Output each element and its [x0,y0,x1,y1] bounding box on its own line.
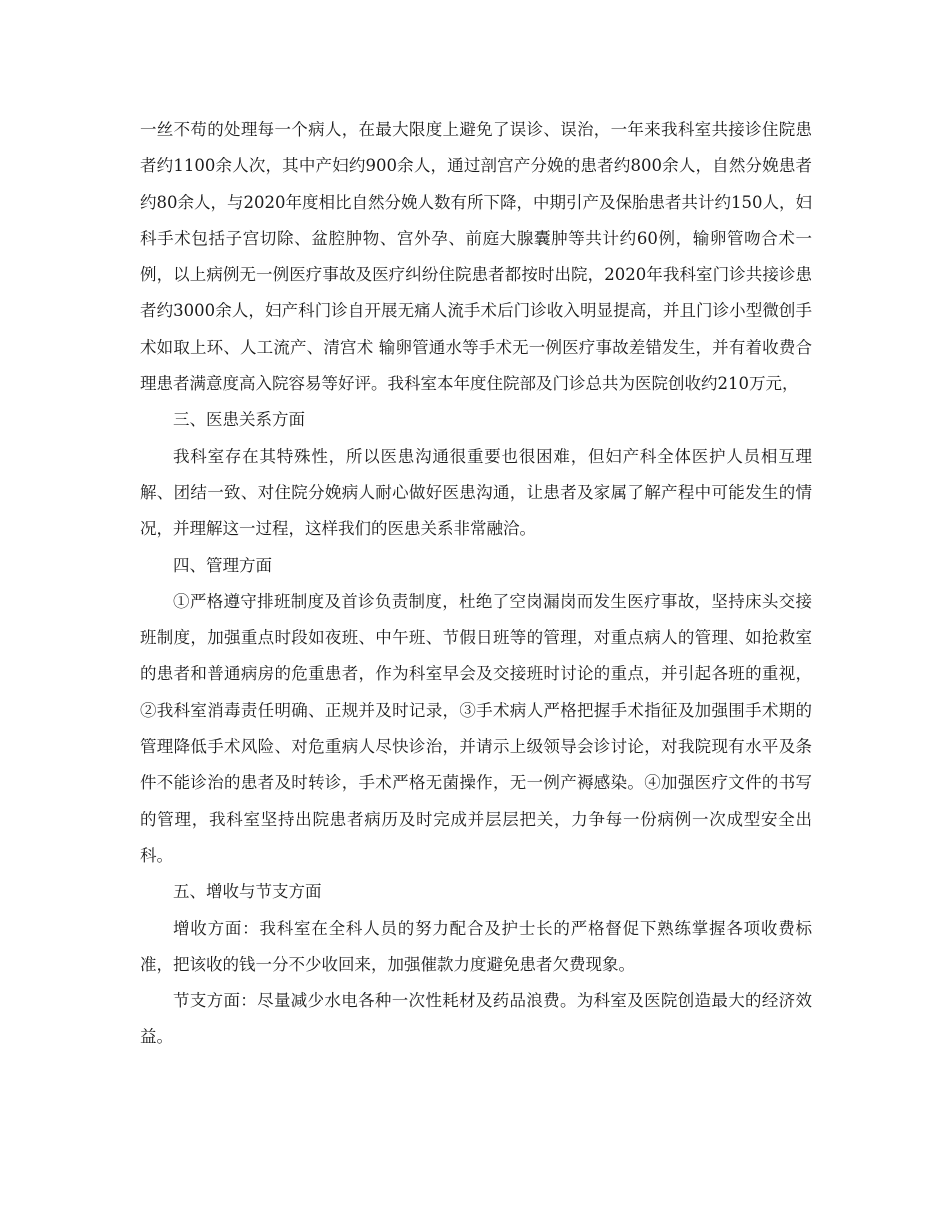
body-paragraph-doctor-patient: 我科室存在其特殊性，所以医患沟通很重要也很困难，但妇产科全体医护人员相互理解、团结一致、对住院分娩病人耐心做好医患沟通，让患者及家属了解产程中可能发生的情况，并理解这一过程，这样我们的医患关系非常融洽。 [140,446,812,539]
body-paragraph-management: ①严格遵守排班制度及首诊负责制度，杜绝了空岗漏岗而发生医疗事故，坚持床头交接班制度，加强重点时段如夜班、中午班、节假日班等的管理，对重点病人的管理、如抢救室的患者和普通病房的危重患者，作为科室早会及交接班时讨论的重点，并引起各班的重视，②我科室消毒责任明确、正规并及时记录，③手术病人严格把握手术指征及加强围手术期的管理降低手术风险、对危重病人尽快诊治，并请示上级领导会诊讨论，对我院现有水平及条件不能诊治的患者及时转诊，手术严格无菌操作，无一例产褥感染。④加强医疗文件的书写的管理，我科室坚持出院患者病历及时完成并层层把关，力争每一份病例一次成型安全出科。 [140,591,812,865]
body-paragraph-revenue: 增收方面：我科室在全科人员的努力配合及护士长的严格督促下熟练掌握各项收费标准，把该收的钱一分不少收回来，加强催款力度避免患者欠费现象。 [140,918,812,974]
document-body [140,112,812,1056]
section-heading-management: 四、管理方面 [173,555,272,575]
section-heading-revenue: 五、增收与节支方面 [173,882,322,902]
body-paragraph-continuation: 一丝不苟的处理每一个病人，在最大限度上避免了误诊、误治，一年来我科室共接诊住院患者约1100余人次，其中产妇约900余人，通过剖宫产分娩的患者约800余人，自然分娩患者约80余人，与2020年度相比自然分娩人数有所下降，中期引产及保胎患者共计约150人，妇科手术包括子宫切除、盆腔肿物、宫外孕、前庭大腺囊肿等共计约60例，输卵管吻合术一例，以上病例无一例医疗事故及医疗纠纷住院患者都按时出院，2020年我科室门诊共接诊患者约3000余人，妇产科门诊自开展无痛人流手术后门诊收入明显提高，并且门诊小型微创手术如取上环、人工流产、清宫术 输卵管通水等手术无一例医疗事故差错发生，并有着收费合理患者满意度高入院容易等好评。我科室本年度住院部及门诊总共为医院创收约210万元， [140,120,812,394]
body-paragraph-saving: 节支方面：尽量减少水电各种一次性耗材及药品浪费。为科室及医院创造最大的经济效益。 [140,991,812,1047]
section-heading-doctor-patient: 三、医患关系方面 [173,410,305,430]
